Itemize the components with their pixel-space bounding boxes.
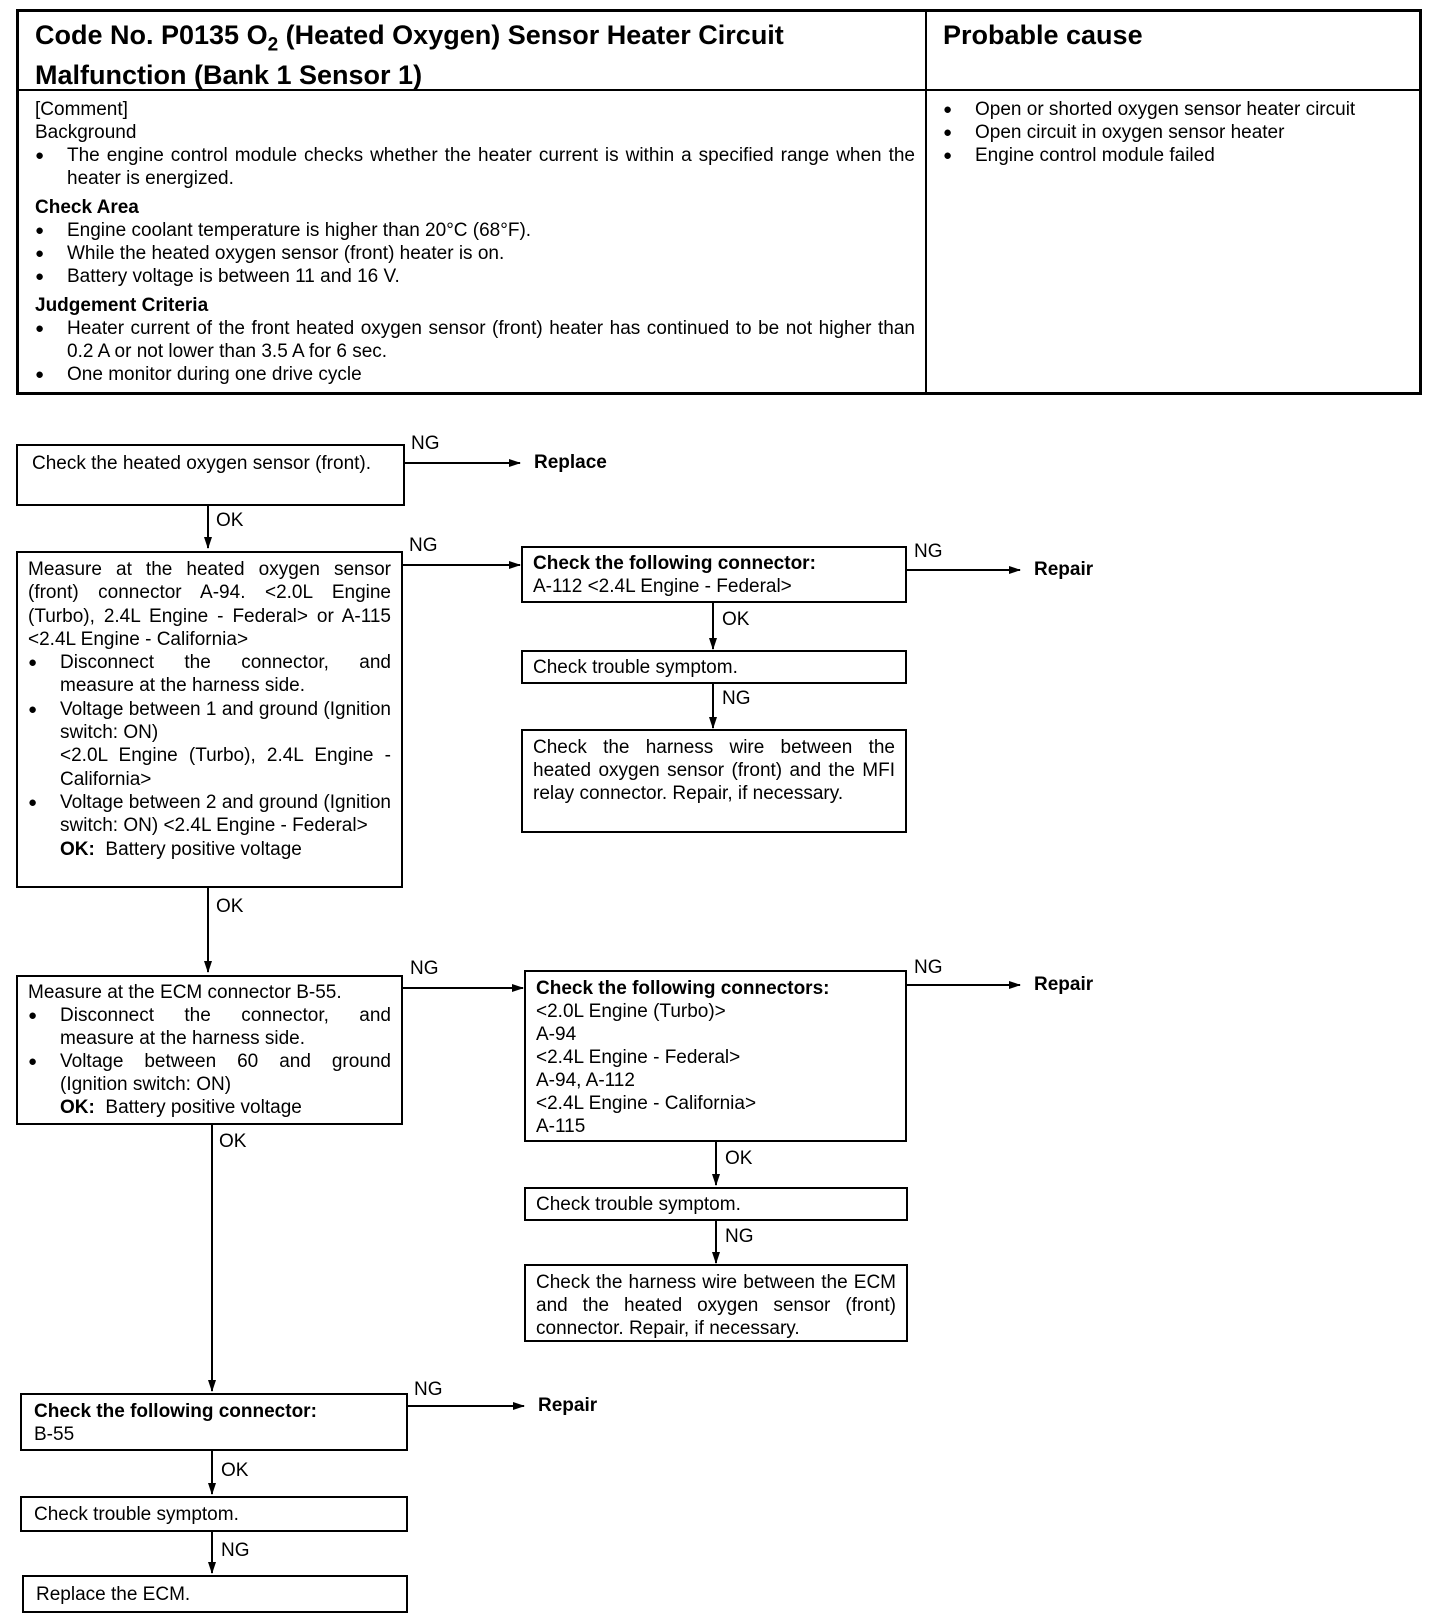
list-item: ● Battery voltage is between 11 and 16 V. xyxy=(35,265,915,288)
check-harness-wire-ecm-box: Check the harness wire between the ECM and the heated oxygen sensor (front) connector. Repair, if necessary. xyxy=(524,1264,908,1342)
ok-label: OK xyxy=(216,896,244,917)
check-area-label: Check Area xyxy=(35,197,139,218)
check-connector-b55-box: Check the following connector: B-55 xyxy=(20,1393,408,1451)
replace-result: Replace xyxy=(534,452,607,473)
ok-label: OK xyxy=(722,609,750,630)
ng-label: NG xyxy=(410,958,439,979)
check-connectors-engine-box: Check the following connectors: <2.0L Engine (Turbo)> A-94 <2.4L Engine - Federal> A-94, A-112 <2.4L Engine - California> A-115 xyxy=(524,970,907,1142)
list-item: ● Heater current of the front heated oxygen sensor (front) heater has continued to be not higher than 0.2 A or not lower than 3.5 A for 6 sec. xyxy=(35,317,915,363)
ng-label: NG xyxy=(722,688,751,709)
ng-label: NG xyxy=(914,957,943,978)
measure-sensor-connector-box: Measure at the heated oxygen sensor (front) connector A-94. <2.0L Engine (Turbo), 2.4L Engine - Federal> or A-115 <2.4L Engine - California> ● Disconnect the connector, and measure at the harness side. ● Voltage between 1 and ground (Ignition switch: ON) <2.0L Engine (Turbo), 2.4L Engine - California> ● Voltage between 2 and ground (Ignition switch: ON) <2.4L Engine - Federal> OK: Battery positive voltage xyxy=(16,551,403,888)
ng-label: NG xyxy=(725,1226,754,1247)
ng-label: NG xyxy=(411,433,440,454)
replace-ecm-box: Replace the ECM. xyxy=(22,1575,408,1613)
ok-label: OK xyxy=(219,1131,247,1152)
comment-label: [Comment] xyxy=(35,99,128,120)
ng-label: NG xyxy=(414,1379,443,1400)
list-item: ● Open circuit in oxygen sensor heater xyxy=(943,121,1413,144)
list-item: ● Open or shorted oxygen sensor heater circuit xyxy=(943,98,1413,121)
list-item: ● Voltage between 2 and ground (Ignition switch: ON) <2.4L Engine - Federal> xyxy=(28,791,391,838)
list-item: ● One monitor during one drive cycle xyxy=(35,363,915,386)
probable-cause-heading: Probable cause xyxy=(943,20,1143,50)
check-harness-wire-relay-box: Check the harness wire between the heated oxygen sensor (front) and the MFI relay connector. Repair, if necessary. xyxy=(521,729,907,833)
list-item: ● While the heated oxygen sensor (front) heater is on. xyxy=(35,242,915,265)
check-trouble-symptom-box-2: Check trouble symptom. xyxy=(524,1187,908,1221)
list-item: ● Engine coolant temperature is higher than 20°C (68°F). xyxy=(35,219,915,242)
check-trouble-symptom-box-1: Check trouble symptom. xyxy=(521,650,907,684)
judgement-criteria-label: Judgement Criteria xyxy=(35,295,209,316)
list-item: ● Disconnect the connector, and measure at the harness side. xyxy=(28,1004,391,1050)
ng-label: NG xyxy=(221,1540,250,1561)
list-item: ● Engine control module failed xyxy=(943,144,1413,167)
measure-ecm-connector-box: Measure at the ECM connector B-55. ● Disconnect the connector, and measure at the harness side. ● Voltage between 60 and ground (Ignition switch: ON) OK: Battery positive voltage xyxy=(16,975,403,1125)
repair-result-3: Repair xyxy=(538,1395,598,1416)
check-connector-a112-box: Check the following connector: A-112 <2.4L Engine - Federal> xyxy=(521,546,907,603)
check-oxygen-sensor-box: Check the heated oxygen sensor (front). xyxy=(16,444,405,506)
list-item: ● Disconnect the connector, and measure at the harness side. xyxy=(28,651,391,698)
background-label: Background xyxy=(35,122,137,143)
repair-result-1: Repair xyxy=(1034,559,1094,580)
list-item: ● The engine control module checks whether the heater current is within a specified range when the heater is energized. xyxy=(35,144,915,190)
ok-label: OK xyxy=(216,510,244,531)
ok-label: OK xyxy=(221,1460,249,1481)
ng-label: NG xyxy=(914,541,943,562)
ok-label: OK xyxy=(725,1148,753,1169)
page-title: Code No. P0135 $O_2$ (Heated Oxygen) Sensor Heater Circuit Malfunction (Bank 1 Sensor 1) xyxy=(35,20,784,91)
ng-label: NG xyxy=(409,535,438,556)
check-trouble-symptom-box-3: Check trouble symptom. xyxy=(20,1496,408,1532)
list-item: ● Voltage between 60 and ground (Ignition switch: ON) xyxy=(28,1050,391,1096)
repair-result-2: Repair xyxy=(1034,974,1094,995)
list-item: ● Voltage between 1 and ground (Ignition switch: ON) <2.0L Engine (Turbo), 2.4L Engine - California> xyxy=(28,698,391,791)
